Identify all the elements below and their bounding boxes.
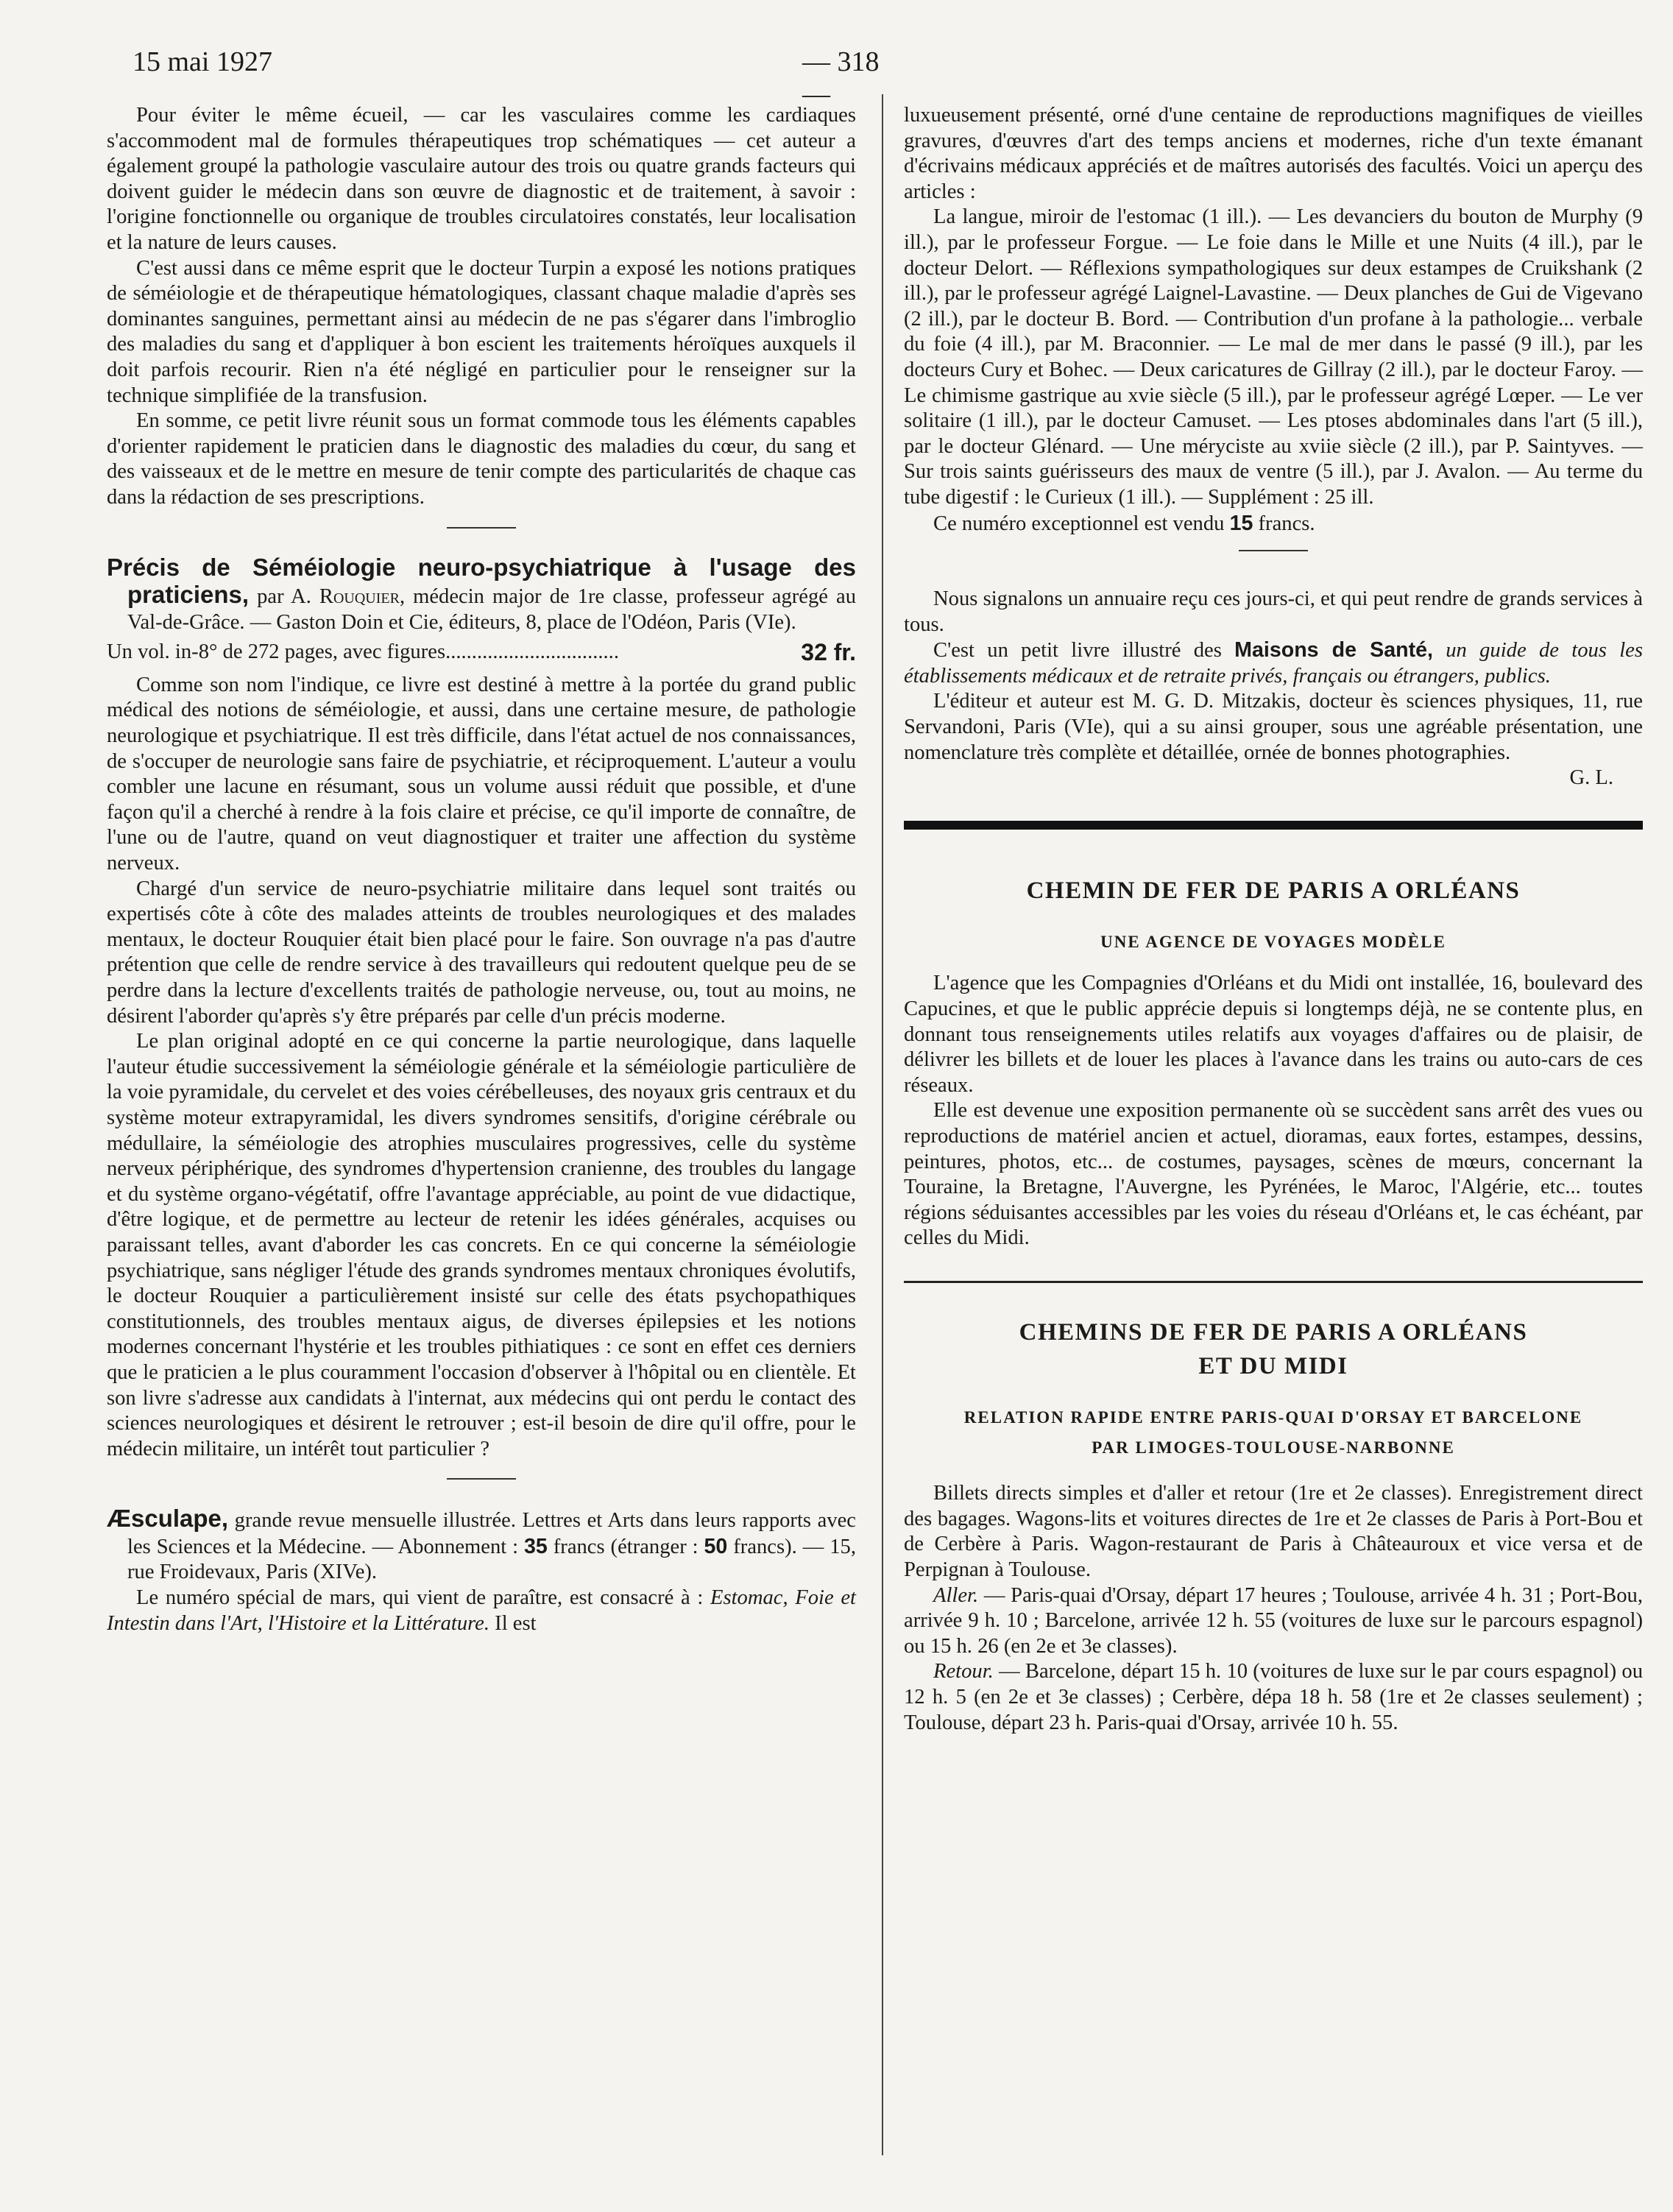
column-divider (882, 94, 883, 2155)
intro-paragraph: Pour éviter le même écueil, — car les vasculaires comme les cardiaques s'accommodent mal de formules thérapeutiques trop schématiques — cet auteur a également groupé la pathologie vasculaire autour des trois ou quatre grands facteurs qui doivent guider le médecin dans son œuvre de diagnostic et de traitement, à savoir : l'origine fonctionnelle ou organique de troubles circulatoires constatés, leur localisation et la nature de leurs causes. (107, 104, 856, 254)
book-price-value: 32 fr. (801, 639, 856, 666)
annuaire-text: C'est un petit livre illustré des (933, 639, 1235, 662)
aesculape-text: francs (étranger : (547, 1535, 704, 1558)
book-price-label: Un vol. in-8° de 272 pages, avec figures................................. (107, 640, 619, 664)
signature: G. L. (1569, 766, 1613, 790)
right-column (904, 103, 1643, 1736)
ad2-subtitle-line2: PAR LIMOGES-TOULOUSE-NARBONNE (1092, 1438, 1455, 1457)
ad1-subtitle: UNE AGENCE DE VOYAGES MODÈLE (1100, 932, 1446, 951)
aesculape-continued: luxueusement présenté, orné d'une centaine de reproductions magnifiques de vieilles gravures, d'œuvres d'art des temps anciens et modernes, riche d'un texte émanant d'écrivains médicaux appréciés et de maîtres autorisés des facultés. Voici un aperçu des articles : (904, 104, 1643, 203)
ad2-retour (904, 1659, 1643, 1736)
book-author: Rouquier (319, 585, 400, 609)
foreign-price: 50 (704, 1534, 728, 1558)
special-issue-title: Estomac, Foie et Intestin dans l'Art, l'Histoire et la Littérature. (107, 1586, 856, 1635)
page-number: — 318 — (802, 46, 880, 110)
aesculape-special (107, 1586, 856, 1636)
retour-text: — Barcelone, départ 15 h. 10 (voitures de luxe sur le par cours espagnol) ou 12 h. 5 (en 2e et 3e classes) ; Cerbère, dépa 18 h. 58 (1re et 2e classes seulement) ; Toulouse, départ 23 h. Paris-quai d'Orsay, arrivée 10 h. 55. (904, 1660, 1643, 1734)
page-header (132, 46, 913, 110)
article-list: La langue, miroir de l'estomac (1 ill.). — Les devanciers du bouton de Murphy (9 ill.), par le professeur Forgue. — Le foie dans le Mille et une Nuits (4 ill.), par le docteur Delort. — Réflexions sympathologiques sur deux estampes de Cruikshank (2 ill.), par le professeur agrégé Laignel-Lavastine. — Deux planches de Gui de Vigevano (2 ill.), par le docteur B. Bord. — Contribution d'un profane à la pathologie... verbale du foie (4 ill.), par M. Braconnier. — Le mal de mer dans le passé (9 ill.), par les docteurs Cury et Bohec. — Deux caricatures de Gillray (2 ill.), par le docteur Faroy. — Le chimisme gastrique au xvie siècle (5 ill.), par le professeur agrégé Lœper. — Le ver solitaire (1 ill.), par le docteur Camuset. — Les ptoses abdominales dans l'art (5 ill.), par le docteur Glénard. — Une méryciste au xviie siècle (2 ill.), par P. Saintyves. — Sur trois saints guérisseurs des maux de ventre (5 ill.), par J. Avalon. — Au terme du tube digestif : le Curieux (1 ill.). — Supplément : 25 ill. (904, 205, 1643, 509)
thick-rule (904, 821, 1643, 830)
special-issue-text: Le numéro spécial de mars, qui vient de paraître, est consacré à : (136, 1586, 710, 1610)
book-title: Précis de Séméiologie neuro-psychiatrique à l'usage des praticiens, (107, 553, 856, 609)
subscription-price: 35 (524, 1534, 548, 1558)
intro-paragraph: En somme, ce petit livre réunit sous un format commode tous les éléments capables d'orienter rapidement le praticien dans le diagnostic des maladies du cœur, du sang et des vaisseaux et de le mettre en mesure de tenir compte des particularités de chaque cas dans la rédaction de ses prescriptions. (107, 409, 856, 509)
aesculape-notice (107, 1506, 856, 1586)
annuaire-paragraph: Nous signalons un annuaire reçu ces jours-ci, et qui peut rendre de grands services à tous. (904, 587, 1643, 636)
aller-label: Aller. (933, 1583, 979, 1607)
ad2-title-line2: ET DU MIDI (1198, 1352, 1348, 1379)
book-publisher: , médecin major de 1re classe, professeur agrégé au Val-de-Grâce. — Gaston Doin et Cie, éditeurs, 8, place de l'Odéon, Paris (VIe). (127, 585, 856, 634)
aller-text: — Paris-quai d'Orsay, départ 17 heures ; Toulouse, arrivée 4 h. 31 ; Port-Bou, arrivée 9 h. 10 ; Barcelone, arrivée 12 h. 55 (voitures de luxe sur le parcours espagnol) ou 15 h. 26 (en 2e et 3e classes). (904, 1583, 1643, 1658)
intro-paragraph: C'est aussi dans ce même esprit que le docteur Turpin a exposé les notions pratiques de séméiologie et de thérapeutique hématologiques, classant chaque maladie d'après ses dominantes sanguines, permettant ainsi au médecin de ne pas s'égarer dans l'imbroglio des maladies du sang et d'appliquer à bon escient les traitements héroïques auxquels il doit parfois recourir. Rien n'a été négligé en particulier pour le renseigner sur la technique simplifiée de la transfusion. (107, 256, 856, 407)
ad1-paragraph: Elle est devenue une exposition permanente où se succèdent sans arrêt des vues ou reproductions de matériel ancien et actuel, dioramas, eaux fortes, estampes, dessins, peintures, photos, etc... de costumes, paysages, scènes de mœurs, concernant la Touraine, la Bretagne, l'Auvergne, les Pyrénées, le Maroc, l'Algérie, etc... toutes régions séduisantes accessibles par les voies du réseau d'Orléans et, le cas échéant, par celles du Midi. (904, 1099, 1643, 1250)
section-separator (447, 527, 516, 529)
issue-price (904, 511, 1643, 537)
ad2-subtitle-line1: RELATION RAPIDE ENTRE PARIS-QUAI D'ORSAY ET BARCELONE (963, 1407, 1583, 1427)
annuaire-description: un guide de tous les établissements médicaux et de retraite privés, français ou étrangers, publics. (904, 639, 1643, 688)
issue-price-value: 15 (1229, 511, 1253, 535)
review-paragraph: Chargé d'un service de neuro-psychiatrie militaire dans lequel sont traités ou expertisés côte à côte des malades atteints de troubles neurologiques et des malades mentaux, le docteur Rouquier était bien placé pour le faire. Son ouvrage n'a pas d'autre prétention que celle de rendre service à des travailleurs qui redoutent quelque peu de se perdre dans la lecture d'excellents traités de pathologie nerveuse, ou, tout au moins, ne désirent l'aborder qu'après s'y être préparés par celle d'un précis moderne. (107, 877, 856, 1028)
ad2-title-line1: CHEMINS DE FER DE PARIS A ORLÉANS (1019, 1318, 1528, 1346)
thin-rule (904, 1281, 1643, 1283)
issue-date: 15 mai 1927 (132, 46, 272, 77)
book-by: par A. (249, 585, 319, 609)
book-heading (107, 555, 856, 636)
book-price-line (107, 640, 856, 665)
ad1-paragraph: L'agence que les Compagnies d'Orléans et du Midi ont installée, 16, boulevard des Capucines, et que le public apprécie depuis si longtemps déjà, ne se contente plus, en donnant tous renseignements utiles relatifs aux voyages d'affaires ou de plaisir, de délivrer les billets et de louer les places à l'avance dans les trains ou auto-cars de ces réseaux. (904, 972, 1643, 1097)
section-separator (447, 1478, 516, 1480)
issue-price-text: Ce numéro exceptionnel est vendu (933, 512, 1230, 535)
section-separator (1239, 550, 1308, 551)
issue-price-unit: francs. (1253, 512, 1315, 535)
annuaire-paragraph (904, 637, 1643, 689)
aesculape-address: francs). — 15, rue Froidevaux, Paris (XIVe). (127, 1535, 856, 1584)
annuaire-paragraph: L'éditeur et auteur est M. G. D. Mitzakis, docteur ès sciences physiques, 11, rue Servandoni, Paris (VIe), qui a su ainsi grouper, sous une agréable présentation, une nomenclature très complète et détaillée, ornée de bonnes photographies. (904, 690, 1643, 764)
ad2-aller (904, 1583, 1643, 1660)
annuaire-title: Maisons de Santé, (1234, 638, 1433, 662)
retour-label: Retour. (933, 1660, 994, 1683)
ad2-paragraph: Billets directs simples et d'aller et retour (1re et 2e classes). Enregistrement direct des bagages. Wagons-lits et voitures directes de 1re et 2e classes de Paris à Port-Bou et de Cerbère à Paris. Wagon-restaurant de Paris à Châteauroux et vice versa et de Perpignan à Toulouse. (904, 1482, 1643, 1581)
ad1-title: CHEMIN DE FER DE PARIS A ORLÉANS (1026, 877, 1521, 904)
aesculape-desc: grande revue mensuelle illustrée. Lettres et Arts dans leurs rapports avec les Sciences et la Médecine. — Abonnement : (127, 1509, 856, 1558)
special-issue-end: Il est (489, 1611, 537, 1635)
aesculape-name: Æsculape, (107, 1505, 229, 1533)
left-column (107, 103, 856, 1636)
review-paragraph: Comme son nom l'indique, ce livre est destiné à mettre à la portée du grand public médical des notions de séméiologie, et aussi, dans une certaine mesure, de pathologie neurologique et psychiatrique. Il est très difficile, dans l'état actuel de nos connaissances, de s'occuper de neurologie sans faire de psychiatrie, et réciproquement. L'auteur a voulu combler une lacune en résumant, sous un volume aussi réduit que possible, et d'une façon qu'il a cherché à rendre à la fois claire et précise, ce qu'il importe de connaître, de l'une ou de l'autre, quand on veut diagnostiquer et traiter une affection du système nerveux. (107, 673, 856, 875)
review-paragraph: Le plan original adopté en ce qui concerne la partie neurologique, dans laquelle l'auteur étudie successivement la séméiologie générale et la séméiologie particulière de la voie pyramidale, du cervelet et des voies cérébelleuses, des noyaux gris centraux et du système moteur extrapyramidal, les divers syndromes sensitifs, d'origine cérébrale ou médullaire, la séméiologie des atrophies musculaires progressives, celle du système nerveux périphérique, des syndromes d'hypertension cranienne, des troubles du langage et du système organo-végétatif, offre l'avantage appréciable, au point de vue didactique, d'être logique, et de permettre au lecteur de retenir les idées générales, acquises ou paraissant telles, avant d'aborder les cas concrets. En ce qui concerne la séméiologie psychiatrique, sans négliger l'étude des grands syndromes mentaux chroniques évolutifs, le docteur Rouquier a particulièrement insisté sur celle des états psychopathiques constitutionnels, des troubles mentaux aigus, de diverses épilepsies et les notions modernes concernant l'hystérie et les troubles pithiatiques : ce sont en effet ces derniers que le praticien a le plus couramment l'occasion d'observer à l'hôpital ou en clientèle. Et son livre s'adresse aux candidats à l'internat, aux médecins qui ont perdu le contact des sciences neurologiques et désirent le retrouver ; est-il besoin de dire qu'il offre, pour le médecin militaire, un intérêt tout particulier ? (107, 1030, 856, 1460)
